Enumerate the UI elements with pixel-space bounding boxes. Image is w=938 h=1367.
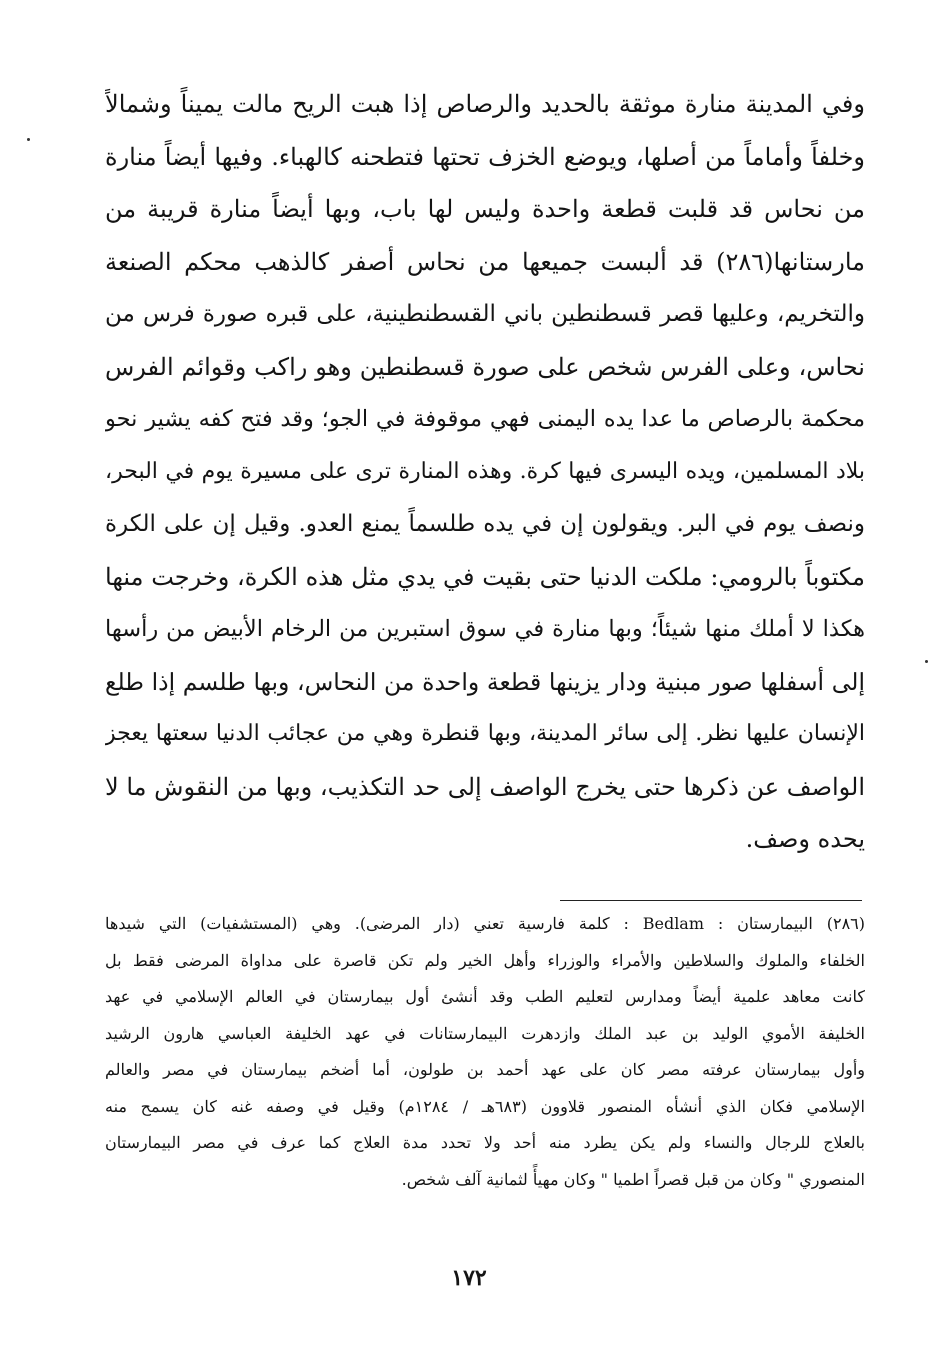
body-line: يحده وصف. (745, 825, 865, 853)
footnote-line: الإسلامي فكان الذي أنشأه المنصور قلاوون (٦٨٣هـ / ١٢٨٤م) وقيل في وصفه غنه كان يسمح منه (105, 1096, 865, 1116)
footnote-line: (٢٨٦) البيمارستان : Bedlam : كلمة فارسية تعني (دار المرضى). وهي (المستشفيات) التي شيدها (105, 914, 865, 933)
body-line: مارستانها(٢٨٦) قد ألبست جميعها من نحاس أصفر كالذهب محكم الصنعة (105, 247, 865, 276)
body-line: وخلفاً وأماماً من أصلها، ويوضع الخزف تحتها فتطحنه كالهباء. وفيها أيضاً منارة (105, 142, 865, 171)
footnote-line: الخلفاء والملوك والسلاطين والأمراء والوزراء وأهل الخير ولم تكن قاصرة على مداواة المرضى فقط بل (105, 950, 865, 970)
page-number: ١٧٢ (451, 1265, 487, 1291)
body-line: ونصف يوم في البر. ويقولون إن في يده طلسماً يمنع العدو. وقيل إن على الكرة (105, 511, 865, 537)
body-line: والتخريم، وعليها قصر قسطنطين باني القسطنطينية، على قبره صورة فرس من (105, 301, 865, 327)
footnote-line: كانت معاهد علمية أيضاً ومدارس لتعليم الطب وقد أنشئ أول بيمارستان في العالم الإسلامي في عهد (105, 987, 865, 1006)
body-line: وفي المدينة منارة موثقة بالحديد والرصاص إذا هبت الريح مالت يميناً وشمالاً (105, 90, 865, 118)
footnote-block (105, 906, 865, 1198)
body-line: نحاس، وعلى الفرس شخص على صورة قسطنطين وهو راكب وقوائم الفرس (105, 352, 865, 381)
footnote-line: الخليفة الأموي الوليد بن عبد الملك وازدهرت البيمارستانات في عهد الخليفة العباسي هارون الرشيد (105, 1023, 865, 1043)
footnote-separator (560, 900, 862, 901)
footnote-line: وأول بيمارستان عرفته مصر كان على عهد أحمد بن طولون، أما أضخم بيمارستان في مصر والعالم (105, 1060, 865, 1079)
body-line: محكمة بالرصاص ما عدا يده اليمنى فهي موقوفة في الجو؛ وقد فتح كفه يشير نحو (105, 406, 865, 432)
scan-speck (925, 660, 928, 663)
body-text (105, 78, 865, 866)
body-line: بلاد المسلمين، ويده اليسرى فيها كرة. وهذه المنارة ترى على مسيرة يوم في البحر، (105, 458, 865, 484)
body-line: هكذا لا أملك منها شيئاً؛ وبها منارة في سوق استبرين من الرخام الأبيض من رأسها (105, 616, 865, 642)
body-line: الإنسان عليها نظر. إلى سائر المدينة، وبها قنطرة وهي من عجائب الدنيا سعتها يعجز (105, 721, 865, 746)
footnote-line: المنصوري " وكان من قبل قصراً اطميا " وكان مهيأً لثمانية آلف شخص. (401, 1169, 865, 1189)
body-line: الواصف عن ذكرها حتى يخرج الواصف إلى حد التكذيب، وبها من النقوش ما لا (105, 772, 865, 801)
body-line: من نحاس قد قلبت قطعة واحدة وليس لها باب، وبها أيضاً منارة قريبة من (105, 195, 865, 223)
scan-speck (27, 138, 30, 141)
body-line: إلى أسفلها صور مبنية ودار يزينها قطعة واحدة من النحاس، وبها طلسم إذا طلع (105, 667, 865, 696)
body-line: مكتوباً بالرومي: ملكت الدنيا حتى بقيت في يدي مثل هذه الكرة، وخرجت منها (105, 562, 865, 591)
footnote-line: بالعلاج للرجال والنساء ولم يكن يطرد منه أحد ولا تحدد مدة العلاج كما عرف في مصر البيمارستان (105, 1133, 865, 1152)
